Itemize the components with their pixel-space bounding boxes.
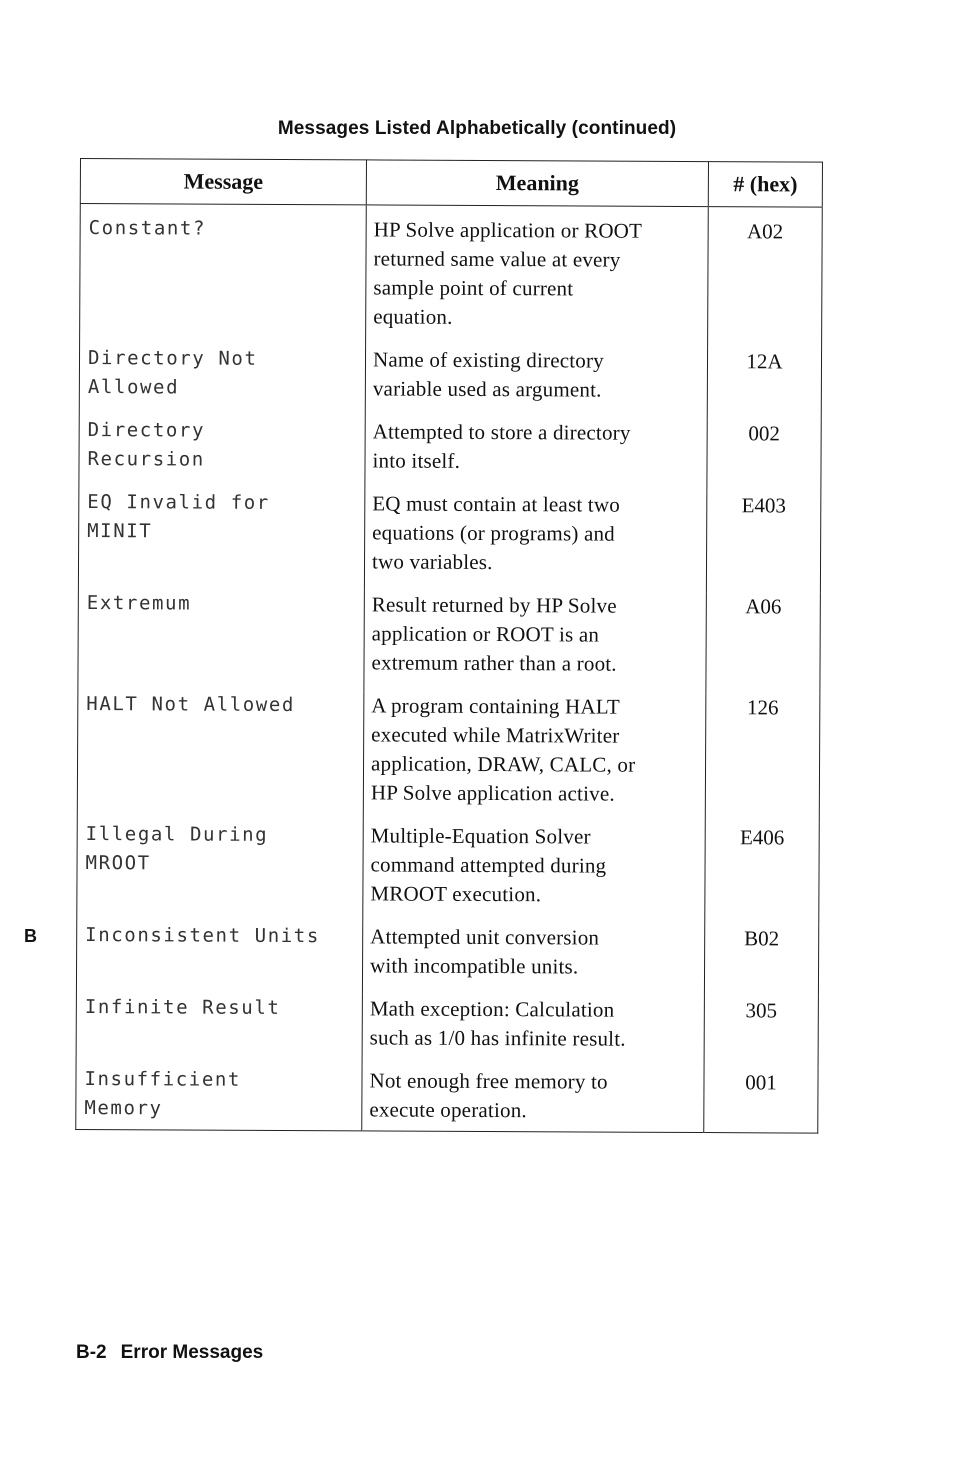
message-cell: EQ Invalid for MINIT [87,491,270,543]
meaning-cell: Attempted unit conversion with incompatible units. [362,922,704,996]
message-cell: Illegal During MROOT [85,823,269,875]
table-row [79,416,821,492]
table-row [76,921,818,997]
message-cell: Extremum [86,592,192,615]
meaning-cell: Math exception: Calculation such as 1/0 has infinite result. [362,994,704,1068]
table-row [77,690,820,824]
meaning-cell: Not enough free memory to execute operation. [362,1066,704,1132]
hex-cell: B02 [704,924,818,997]
table-row [78,589,820,694]
meaning-cell: EQ must contain at least two equations (or programs) and two variables. [364,489,706,592]
table-row [76,1065,818,1133]
meaning-cell: Name of existing directory variable used as argument. [365,345,707,419]
message-cell: Inconsistent Units [85,924,320,948]
message-cell: Directory Not Allowed [87,347,258,399]
hex-cell: A06 [706,592,820,694]
table-row [77,820,819,925]
header-message: Message [80,159,366,205]
messages-table-wrapper [75,158,822,1134]
page-number: B-2 [76,1342,107,1363]
hex-cell: E406 [705,823,819,925]
meaning-cell: Result returned by HP Solve application or ROOT is an extremum rather than a root. [364,590,706,693]
hex-cell: 126 [705,693,820,824]
table-row [80,204,823,348]
messages-table [75,158,823,1134]
hex-cell: 12A [707,347,821,420]
section-tab-letter: B [24,926,37,946]
hex-cell: E403 [706,491,820,593]
section-name: Error Messages [120,1342,264,1363]
message-cell: HALT Not Allowed [86,693,296,717]
hex-cell: 305 [704,996,818,1069]
message-cell: Insufficient Memory [84,1068,242,1120]
meaning-cell: A program containing HALT executed while MatrixWriter application, DRAW, CALC, or HP Solve application active. [363,691,706,823]
page-title: Messages Listed Alphabetically (continued) [277,118,677,139]
message-cell: Infinite Result [84,996,281,1019]
header-hex: # (hex) [708,162,822,208]
table-row [79,344,821,420]
meaning-cell: Attempted to store a directory into itself. [365,417,707,491]
table-row [78,488,820,593]
page-footer [76,1342,263,1364]
table-header-row [80,159,822,208]
hex-cell: A02 [708,207,823,348]
meaning-cell: Multiple-Equation Solver command attempted during MROOT execution. [363,821,705,924]
hex-cell: 002 [707,419,821,492]
table-row [76,993,818,1069]
hex-cell: 001 [704,1068,818,1133]
message-cell: Constant? [88,217,207,240]
meaning-cell: HP Solve application or ROOT returned same value at every sample point of current equation. [366,205,709,347]
header-meaning: Meaning [366,160,708,207]
message-cell: Directory Recursion [87,419,206,471]
